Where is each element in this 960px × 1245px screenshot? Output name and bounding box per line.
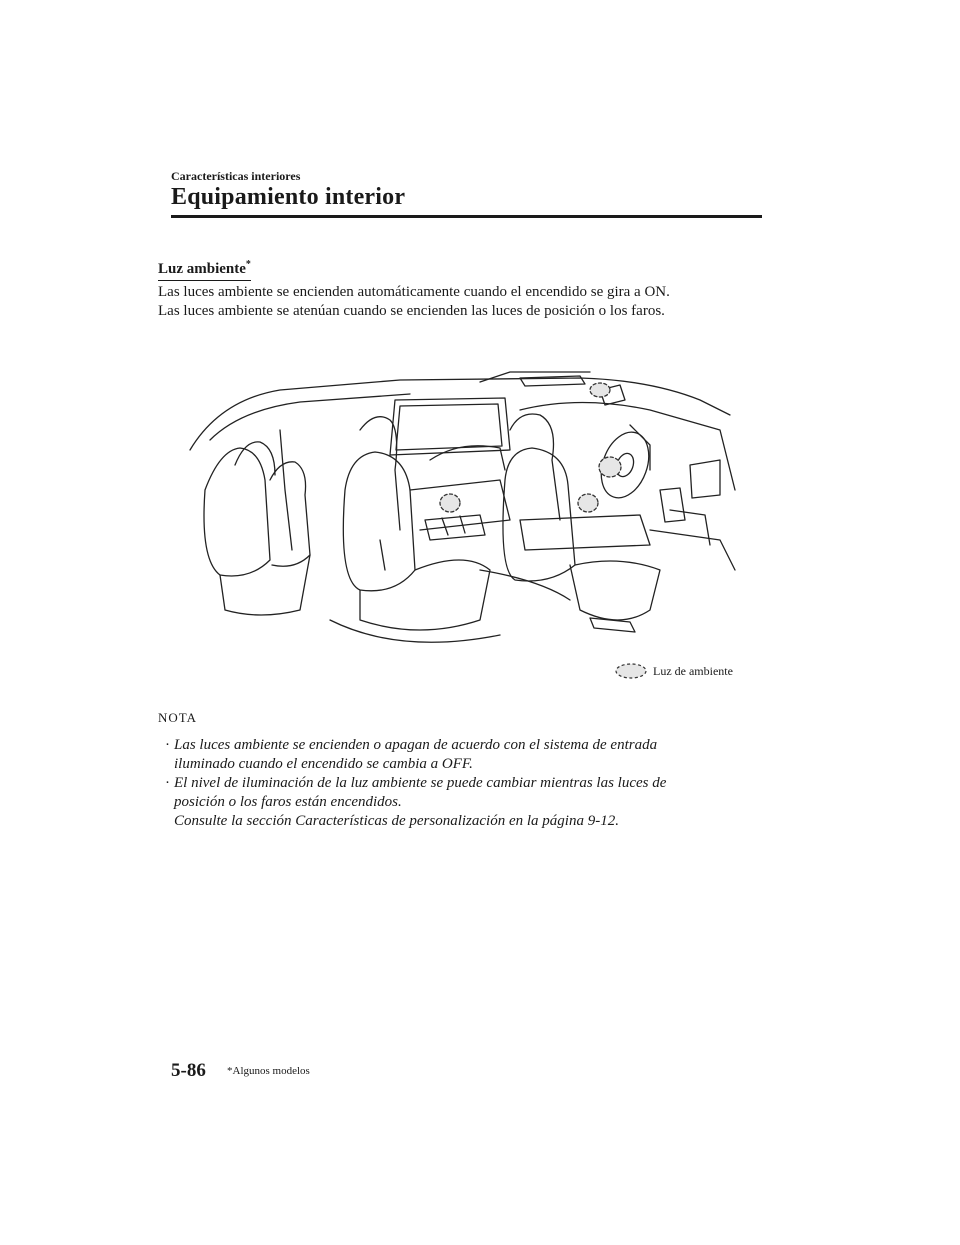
paragraph-2: Las luces ambiente se atenúan cuando se encienden las luces de posición o los faros. — [158, 303, 665, 319]
note-item-2-line-2: posición o los faros están encendidos. — [174, 794, 402, 810]
note-item-2-line-3: Consulte la sección Características de personalización en la página 9-12. — [174, 813, 619, 829]
note-item-1-text: Las luces ambiente se encienden o apagan de acuerdo con el sistema de entrada — [174, 737, 658, 753]
chapter-title: Equipamiento interior — [171, 184, 406, 210]
bullet-icon: · — [165, 737, 170, 753]
paragraph-1: Las luces ambiente se encienden automáticamente cuando el encendido se gira a ON. — [158, 284, 670, 300]
note-item-2-line-1 — [165, 774, 667, 793]
note-title: NOTA — [158, 710, 198, 725]
some-models-marker: * — [245, 259, 251, 270]
footnote: *Algunos modelos — [227, 1065, 310, 1077]
subheading-text: Luz ambiente — [158, 261, 246, 277]
bullet-icon: · — [165, 775, 170, 791]
note-item-2-text: El nivel de iluminación de la luz ambiente se puede cambiar mientras las luces de — [174, 775, 667, 791]
note-item-1-line-2: iluminado cuando el encendido se cambia a OFF. — [174, 756, 473, 772]
ambient-light-legend-icon — [614, 662, 648, 680]
subheading — [158, 256, 251, 281]
section-label: Características interiores — [171, 169, 301, 183]
page-number: 5-86 — [171, 1060, 206, 1081]
legend-label: Luz de ambiente — [653, 664, 733, 678]
vehicle-interior-illustration — [180, 370, 740, 655]
note-item-1-line-1 — [165, 736, 658, 755]
title-divider — [171, 215, 762, 218]
